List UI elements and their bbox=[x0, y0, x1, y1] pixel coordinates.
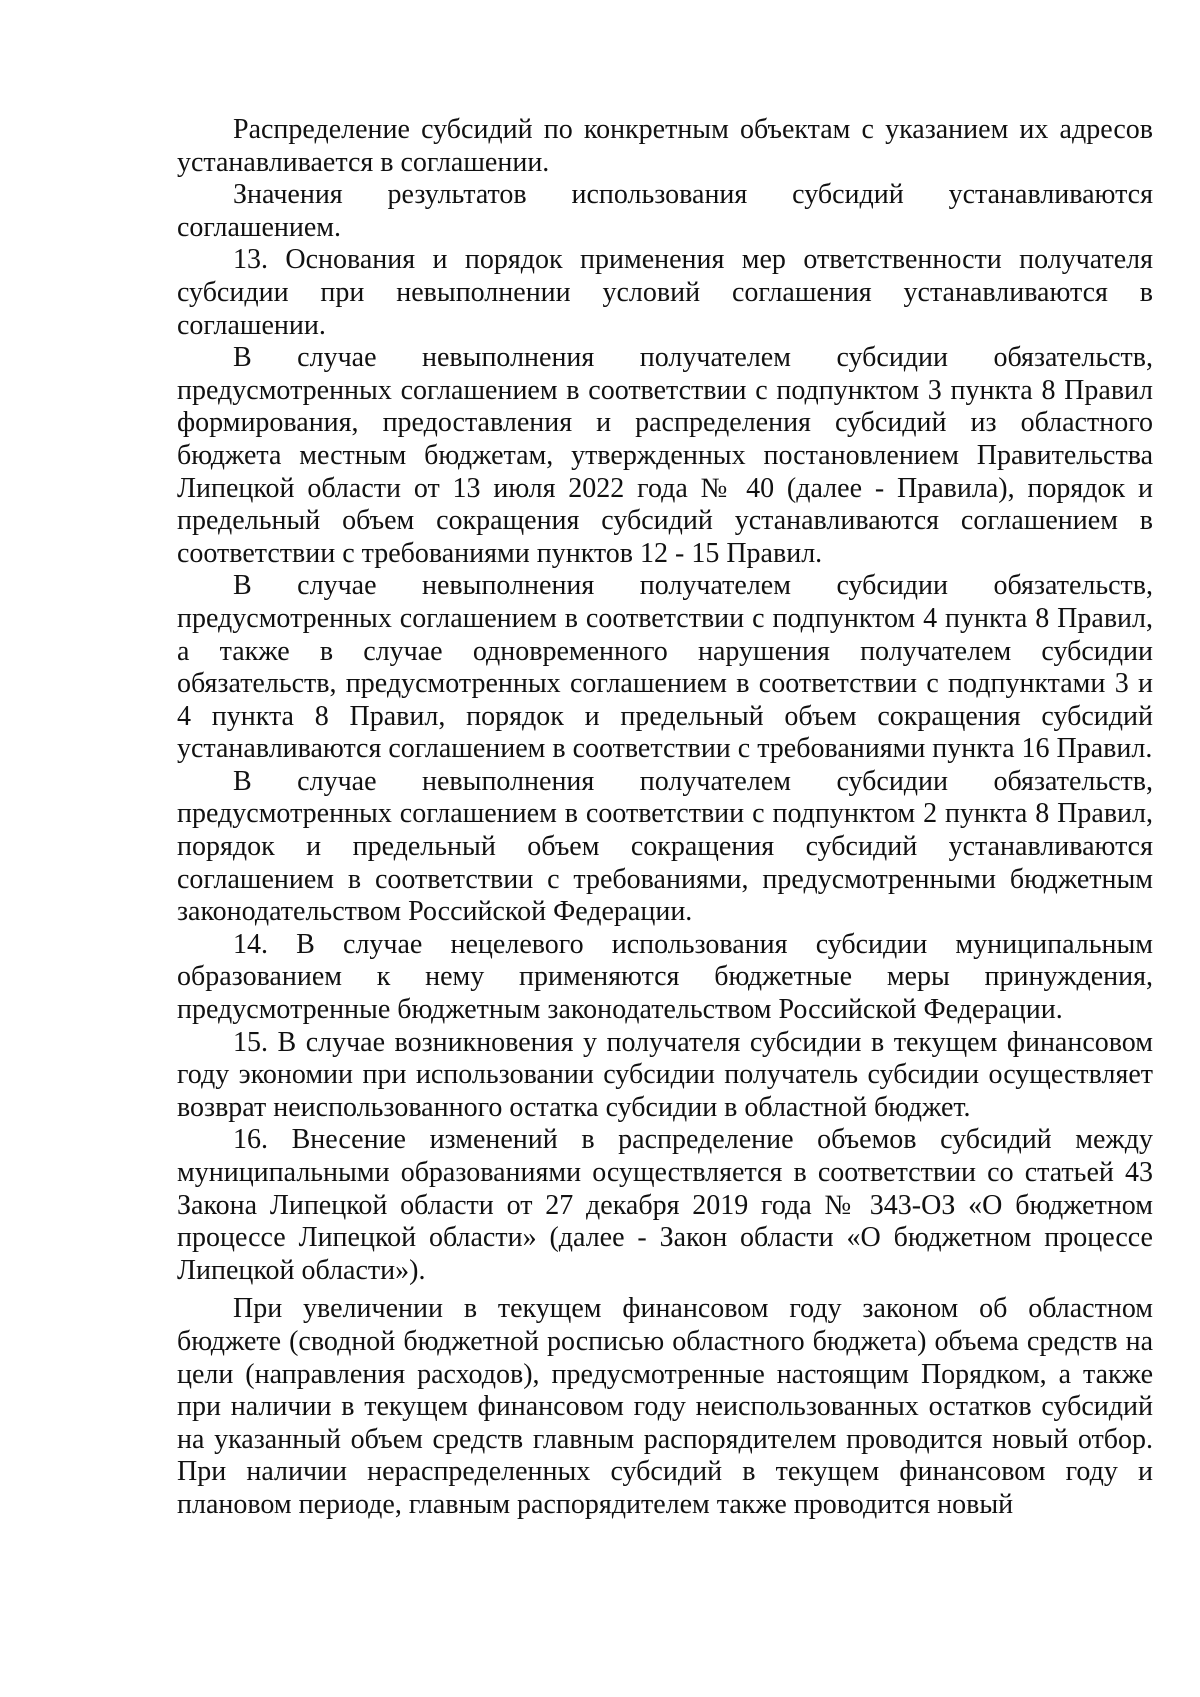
paragraph-item-15: 15. В случае возникновения у получателя субсидии в текущем финансовом году экономии при использовании субсидии получатель субсидии осуществляет возврат неиспользованного остатка субсидии в областной бюджет. bbox=[177, 1026, 1153, 1123]
paragraph-subsidy-distribution: Распределение субсидий по конкретным объектам с указанием их адресов устанавливается в соглашении. bbox=[177, 114, 1153, 178]
paragraph-new-selection: При увеличении в текущем финансовом году законом об областном бюджете (сводной бюджетной росписью областного бюджета) объема средств на цели (направления расходов), предусмотренные настоящим Порядком, а также при наличии в текущем финансовом году неиспользованных остатков субсидий на указанный объем средств главным распорядителем проводится новый отбор. При наличии нераспределенных субсидий в текущем финансовом году и плановом периоде, главным распорядителем также проводится новый bbox=[177, 1293, 1153, 1520]
paragraph-item-14: 14. В случае нецелевого использования субсидии муниципальным образованием к нему применяются бюджетные меры принуждения, предусмотренные бюджетным законодательством Российской Федерации. bbox=[177, 928, 1153, 1026]
paragraph-failure-subitem-3: В случае невыполнения получателем субсидии обязательств, предусмотренных соглашением в соответствии с подпунктом 3 пункта 8 Правил формирования, предоставления и распределения субсидий из областного бюджета местным бюджетам, утвержденных постановлением Правительства Липецкой области от 13 июля 2022 года № 40 (далее - Правила), порядок и предельный объем сокращения субсидий устанавливаются соглашением в соответствии с требованиями пунктов 12 - 15 Правил. bbox=[177, 342, 1153, 569]
paragraph-result-values: Значения результатов использования субсидий устанавливаются соглашением. bbox=[177, 179, 1153, 243]
paragraph-failure-subitem-4: В случае невыполнения получателем субсидии обязательств, предусмотренных соглашением в соответствии с подпунктом 4 пункта 8 Правил, а также в случае одновременного нарушения получателем субсидии обязательств, предусмотренных соглашением в соответствии с подпунктами 3 и 4 пункта 8 Правил, порядок и предельный объем сокращения субсидий устанавливаются соглашением в соответствии с требованиями пункта 16 Правил. bbox=[177, 570, 1153, 765]
paragraph-item-16: 16. Внесение изменений в распределение объемов субсидий между муниципальными образованиями осуществляется в соответствии со статьей 43 Закона Липецкой области от 27 декабря 2019 года № 343-ОЗ «О бюджетном процессе Липецкой области» (далее - Закон области «О бюджетном процессе Липецкой области»). bbox=[177, 1124, 1153, 1286]
paragraph-failure-subitem-2: В случае невыполнения получателем субсидии обязательств, предусмотренных соглашением в соответствии с подпунктом 2 пункта 8 Правил, порядок и предельный объем сокращения субсидий устанавливаются соглашением в соответствии с требованиями, предусмотренными бюджетным законодательством Российской Федерации. bbox=[177, 765, 1153, 928]
document-body bbox=[177, 114, 1153, 1522]
paragraph-item-13: 13. Основания и порядок применения мер ответственности получателя субсидии при невыполнении условий соглашения устанавливаются в соглашении. bbox=[177, 244, 1153, 341]
